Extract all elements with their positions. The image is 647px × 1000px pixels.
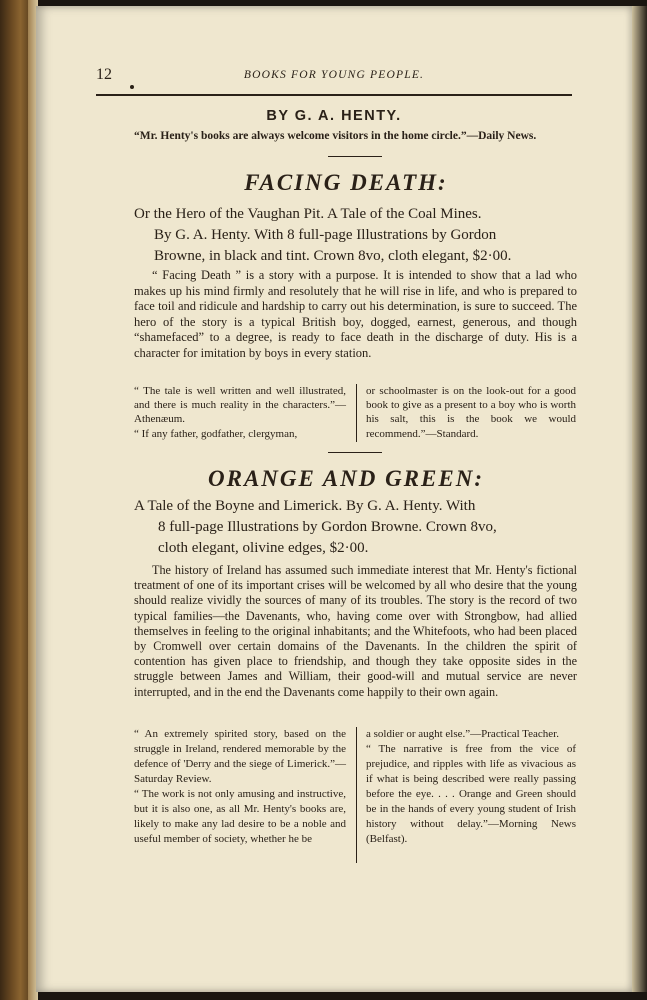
header-dot [130, 85, 134, 89]
book-title-orange-and-green: ORANGE AND GREEN: [208, 466, 484, 491]
section-rule [328, 156, 382, 157]
section-rule [328, 452, 382, 453]
column-divider [356, 384, 357, 442]
running-title: BOOKS FOR YOUNG PEOPLE. [243, 69, 425, 81]
book-description-orange-and-green: The history of Ireland has assumed such immediate interest that Mr. Henty's fictional treatment of one of its important crises will be welcomed by all who desire that the young should realize vividly the sources of many of its troubles. The story is the record of two typical families—the Davenants, who, having come over with Strongbow, had allied themselves in feeling to the original inhabitants; and the Whitefoots, who had been placed by Cromwell over certain domains of the Davenants. In the children the spirit of contention has given place to friendship, and though they take opposite sides in the struggle between James and William, their good-will and mutual service are never interrupted, and in the end the Davenants come happily to their own again. [134, 563, 577, 699]
review-left-orange-and-green: “ An extremely spirited story, based on the struggle in Ireland, rendered memorable by the defence of 'Derry and the siege of Limerick.”—Saturday Review. “ The work is not only amusing and instructive, but it is also one, as all Mr. Henty's books are, likely to make any lad desire to be a noble and useful member of society, whether he be [134, 728, 346, 845]
running-header [96, 66, 572, 86]
subtitle-line: Browne, in black and tint. Crown 8vo, cloth elegant, $2·00. [154, 248, 512, 264]
subtitle-line: By G. A. Henty. With 8 full-page Illustrations by Gordon [154, 227, 497, 243]
subtitle-line: Or the Hero of the Vaughan Pit. A Tale of the Coal Mines. [134, 206, 482, 222]
column-divider [356, 727, 357, 863]
book-subtitle-orange-and-green [134, 496, 584, 559]
author-praise: “Mr. Henty's books are always welcome visitors in the home circle.”—Daily News. [134, 130, 537, 142]
review-right-facing-death: or schoolmaster is on the look-out for a good book to give as a present to a boy who is worth his salt, this is the book we would recommend.”—Standard. [366, 385, 576, 440]
review-left-facing-death: “ The tale is well written and well illustrated, and there is much reality in the characters.”—Athenæum. “ If any father, godfather, clergyman, [134, 385, 346, 440]
subtitle-line: A Tale of the Boyne and Limerick. By G. A. Henty. With [134, 498, 476, 514]
page-edge [632, 6, 647, 992]
book-description-facing-death: “ Facing Death ” is a story with a purpose. It is intended to show that a lad who makes up his mind firmly and resolutely that he will rise in life, and who is prepared to face toil and ridicule and hardship to carry out his determination, is sure to succeed. The hero of the story is a typical British boy, dogged, earnest, generous, and though “shamefaced” to a degree, is ready to face death in the discharge of duty. His is a character for imitation by boys in every station. [134, 268, 577, 360]
book-title-facing-death: FACING DEATH: [244, 170, 448, 195]
header-rule [96, 94, 572, 96]
book-subtitle-facing-death [134, 204, 584, 267]
author-heading: BY G. A. HENTY. [266, 108, 402, 124]
subtitle-line: 8 full-page Illustrations by Gordon Browne. Crown 8vo, [158, 519, 497, 535]
page-number: 12 [96, 66, 112, 83]
subtitle-line: cloth elegant, olivine edges, $2·00. [158, 540, 369, 556]
review-right-orange-and-green: a soldier or aught else.”—Practical Teacher. “ The narrative is free from the vice of prejudice, and ripples with life as vivacious as if what is being described were really passing before the eye. . . . Orange and Green should be in the hands of every young student of Irish history without delay.”—Morning News (Belfast). [366, 728, 576, 845]
